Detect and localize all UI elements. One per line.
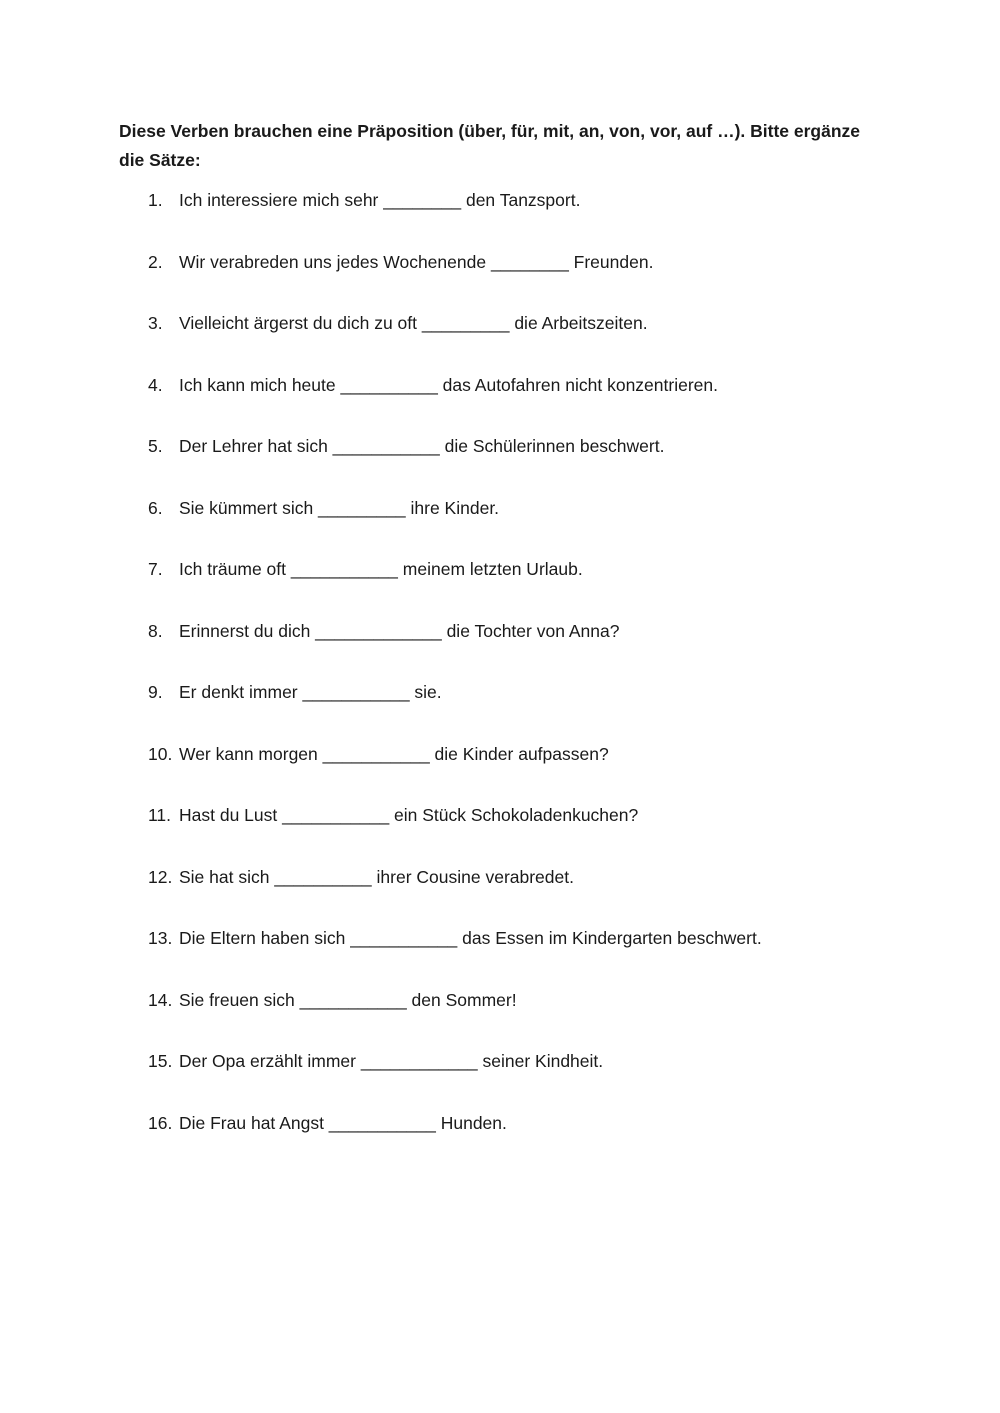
exercise-item xyxy=(148,371,762,433)
exercise-item xyxy=(148,678,762,740)
item-number: 10. xyxy=(148,743,173,764)
item-sentence: Die Eltern haben sich ___________ das Essen im Kindergarten beschwert. xyxy=(179,928,762,948)
item-number: 11. xyxy=(148,805,172,825)
item-sentence: Hast du Lust ___________ ein Stück Schokoladenkuchen? xyxy=(179,805,639,825)
exercise-item xyxy=(148,494,762,556)
exercise-item xyxy=(148,309,762,371)
exercise-list xyxy=(148,186,762,1170)
item-sentence: Sie kümmert sich _________ ihre Kinder. xyxy=(179,497,500,518)
item-number: 16. xyxy=(148,1112,173,1133)
item-sentence: Er denkt immer ___________ sie. xyxy=(179,682,442,702)
exercise-item xyxy=(148,1109,762,1171)
item-sentence: Der Opa erzählt immer ____________ seiner Kindheit. xyxy=(179,1051,604,1071)
item-number: 8. xyxy=(148,620,163,641)
exercise-item xyxy=(148,986,762,1048)
item-number: 4. xyxy=(148,374,163,395)
item-number: 5. xyxy=(148,436,163,456)
item-sentence: Der Lehrer hat sich ___________ die Schülerinnen beschwert. xyxy=(179,436,665,456)
item-number: 14. xyxy=(148,989,173,1010)
item-number: 3. xyxy=(148,313,163,333)
item-sentence: Sie freuen sich ___________ den Sommer! xyxy=(179,989,517,1010)
item-sentence: Ich kann mich heute __________ das Autofahren nicht konzentrieren. xyxy=(179,374,718,395)
exercise-item xyxy=(148,801,762,863)
exercise-item xyxy=(148,186,762,248)
item-number: 7. xyxy=(148,559,163,579)
worksheet-instructions: Diese Verben brauchen eine Präposition (über, für, mit, an, von, vor, auf …). Bitte ergänze die Sätze: xyxy=(119,121,861,170)
item-sentence: Die Frau hat Angst ___________ Hunden. xyxy=(179,1112,507,1133)
exercise-item xyxy=(148,617,762,679)
item-number: 13. xyxy=(148,928,173,948)
exercise-item xyxy=(148,248,762,310)
item-sentence: Wir verabreden uns jedes Wochenende ________ Freunden. xyxy=(179,251,654,272)
item-sentence: Wer kann morgen ___________ die Kinder aufpassen? xyxy=(179,743,609,764)
item-number: 15. xyxy=(148,1051,173,1071)
item-number: 1. xyxy=(148,190,163,210)
exercise-item xyxy=(148,432,762,494)
exercise-item xyxy=(148,1047,762,1109)
item-sentence: Ich träume oft ___________ meinem letzten Urlaub. xyxy=(179,559,583,579)
item-number: 2. xyxy=(148,251,163,272)
exercise-item xyxy=(148,863,762,925)
item-number: 6. xyxy=(148,497,163,518)
exercise-item xyxy=(148,924,762,986)
exercise-item xyxy=(148,555,762,617)
item-number: 12. xyxy=(148,866,173,887)
item-sentence: Erinnerst du dich _____________ die Tochter von Anna? xyxy=(179,620,620,641)
exercise-item xyxy=(148,740,762,802)
item-sentence: Ich interessiere mich sehr ________ den Tanzsport. xyxy=(179,190,581,210)
item-sentence: Sie hat sich __________ ihrer Cousine verabredet. xyxy=(179,866,574,887)
item-sentence: Vielleicht ärgerst du dich zu oft _________ die Arbeitszeiten. xyxy=(179,313,648,333)
item-number: 9. xyxy=(148,682,163,702)
